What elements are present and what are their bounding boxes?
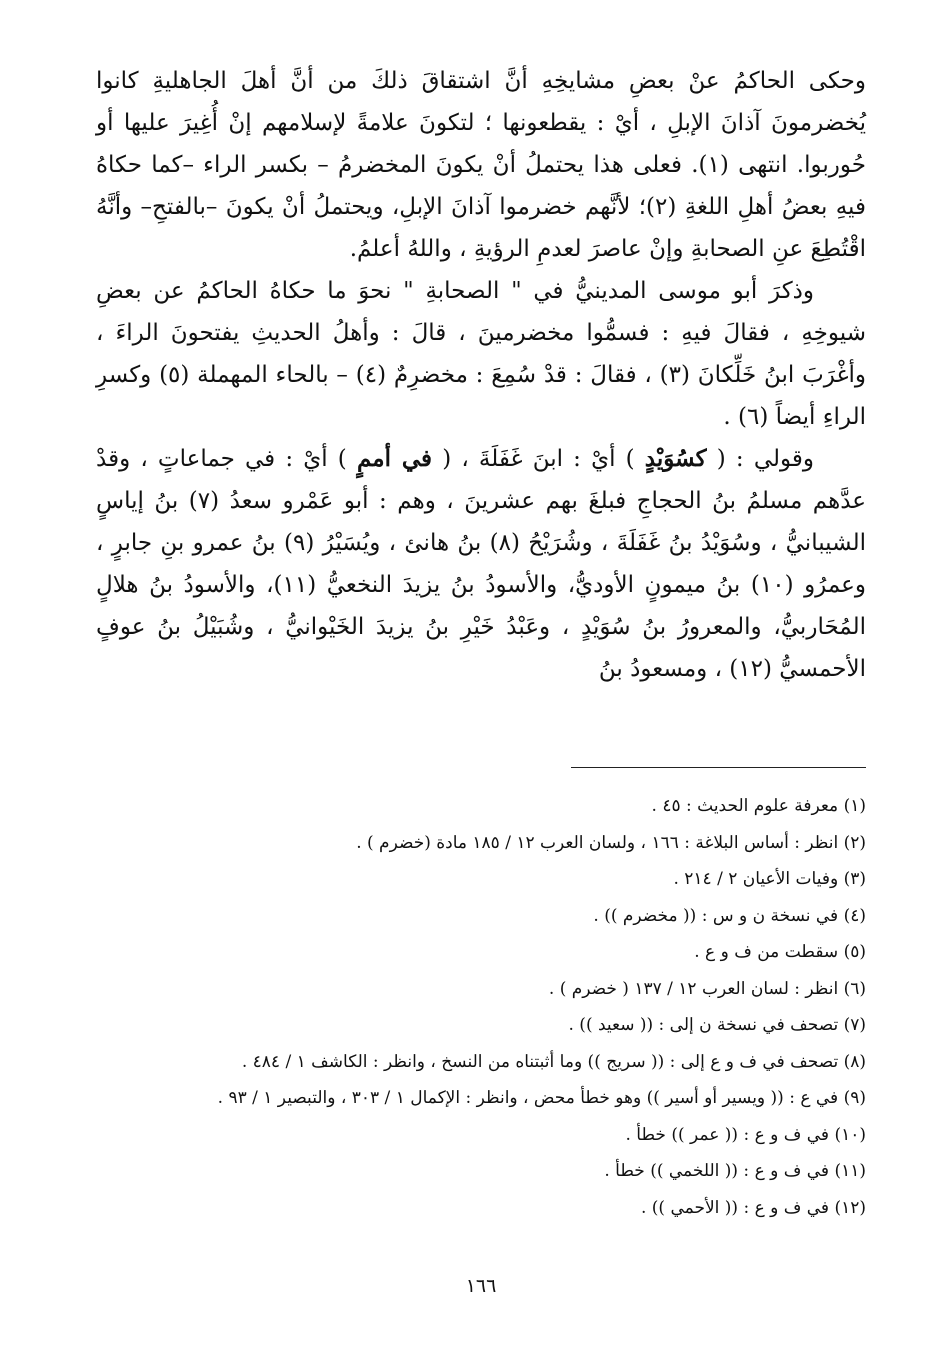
footnote-10: (١٠) في ف و ع : (( عمر )) خطأ . (625, 1124, 866, 1145)
footnote-11: (١١) في ف و ع : (( اللخمي )) خطأ . (604, 1161, 866, 1181)
page-number: ١٦٦ (465, 1275, 497, 1297)
paragraph-3-explanation: ) أيْ : ابنَ غَفَلَةَ ، ( (442, 446, 635, 472)
footnote-1: (١) معرفة علوم الحديث : ٤٥ . (651, 796, 866, 816)
paragraph-1: وحكى الحاكمُ عنْ بعضِ مشايخِهِ أنَّ اشتقاقَ ذلكَ من أنَّ أهلَ الجاهليةِ كانوا يُخضرمونَ آذانَ الإبلِ ، أيْ : يقطعونها ؛ لتكونَ علامةً لإسلامهم إنْ أُغِيرَ عليها أو حُوربوا. انتهى (١). فعلى هذا يحتملُ أنْ يكونَ المخضرمُ – بكسر الراء –كما حكاهُ فيهِ بعضُ أهلِ اللغةِ (٢)؛ لأنَّهم خضرموا آذانَ الإبلِ، ويحتملُ أنْ يكونَ –بالفتحِ– وأنَّهُ اقْتُطِعَ عنِ الصحابةِ وإنْ عاصرَ لعدمِ الرؤيةِ ، واللهُ أعلمُ. (96, 68, 866, 262)
paragraph-2: وذكرَ أبو موسى المدينيُّ في " الصحابةِ " نحوَ ما حكاهُ الحاكمُ عن بعضِ شيوخِهِ ، فقالَ فيهِ : فسمُّوا مخضرمينَ ، قالَ : وأهلُ الحديثِ يفتحونَ الراءَ ، وأغْرَبَ ابنُ خَلِّكانَ (٣) ، فقالَ : قدْ سُمِعَ : مخضرِمٌ (٤) – بالحاء المهملة (٥) وكسرِ الراءِ أيضاً (٦) . (96, 278, 866, 430)
paragraph-3 (96, 438, 866, 690)
quoted-term-suwayd: كسُوَيْدٍ (644, 445, 707, 472)
footnote-6: (٦) انظر : لسان العرب ١٢ / ١٣٧ ( خضرم ) . (548, 978, 866, 999)
paragraph-3-body: ) أيْ : في جماعاتٍ ، وقدْ عدَّهم مسلمُ بنُ الحجاجِ فبلغَ بهم عشرينَ ، وهم : أبو عَمْرو سعدُ (٧) بنُ إياسٍ الشيبانيُّ ، وسُوَيْدُ بنُ غَفَلَةَ ، وشُرَيْحُ (٨) بنُ هانئ ، ويُسَيْرُ (٩) بنُ عمرو بنِ جابرٍ ، وعمرُو (١٠) بنُ ميمونٍ الأوديُّ، والأسودُ بنُ يزيدَ النخعيُّ (١١)، والأسودُ بنُ هلالٍ المُحَاربيُّ، والمعرورُ بنُ سُوَيْدٍ ، وعَبْدُ خَيْرِ بنُ يزيدَ الخَيْوانيُّ ، وشُبَيْلُ بنُ عوفٍ الأحمسيُّ (١٢) ، ومسعودُ بنُ (96, 446, 867, 682)
footnote-5: (٥) سقطت من ف و ع . (694, 942, 866, 962)
footnote-4: (٤) في نسخة ن و س : (( مخضرم )) . (593, 905, 866, 926)
book-page (96, 60, 866, 1350)
main-text (96, 60, 866, 690)
footnote-divider (571, 767, 866, 768)
footnote-8: (٨) تصحف في ف و ع إلى : (( سريج )) وما أثبتناه من النسخ ، وانظر : الكاشف ١ / ٤٨٤ . (241, 1051, 866, 1072)
footnote-9: (٩) في ع : (( ويسير أو أسير )) وهو خطأ محض ، وانظر : الإكمال ١ / ٣٠٣ ، والتبصير ١ / ٩٣ . (217, 1088, 866, 1108)
footnote-7: (٧) تصحف في نسخة ن إلى : (( سعيد )) . (568, 1015, 866, 1035)
footnote-3: (٣) وفيات الأعيان ٢ / ٢١٤ . (673, 869, 866, 889)
quoted-term-fi-umam: في أممٍ (356, 445, 433, 472)
paragraph-3-intro: وقولي : ( (716, 446, 814, 472)
footnote-2: (٢) انظر : أساس البلاغة : ١٦٦ ، ولسان العرب ١٢ / ١٨٥ مادة (خضرم ) . (356, 832, 866, 853)
footnotes-list (96, 788, 866, 1226)
footnote-12: (١٢) في ف و ع : (( الأحمي )) . (640, 1197, 866, 1218)
